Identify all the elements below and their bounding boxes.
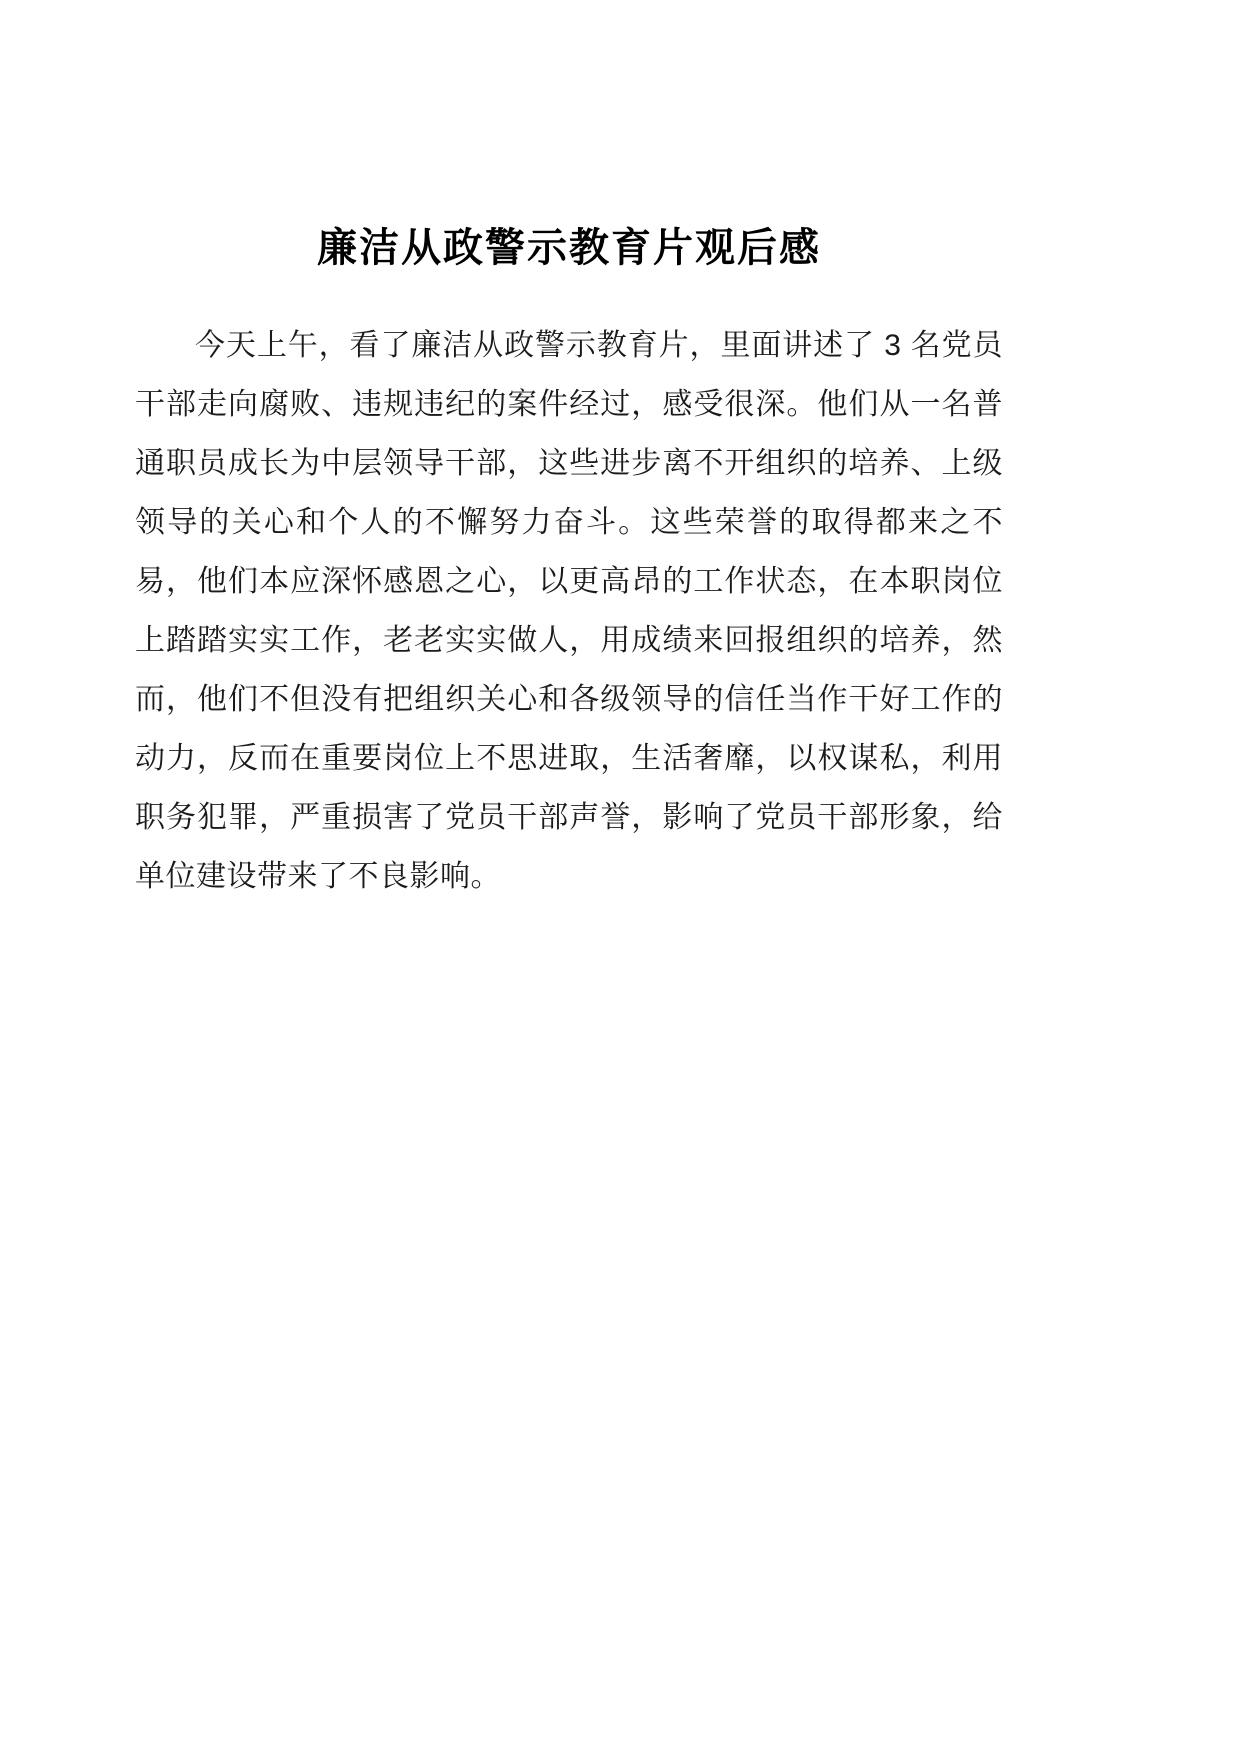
body-paragraph: 今天上午，看了廉洁从政警示教育片，里面讲述了 3 名党员干部走向腐败、违规违纪的案件经过，感受很深。他们从一名普通职员成长为中层领导干部，这些进步离不开组织的培养、上级领导的关心和个人的不懈努力奋斗。这些荣誉的取得都来之不易，他们本应深怀感恩之心，以更高昂的工作状态，在本职岗位上踏踏实实工作，老老实实做人，用成绩来回报组织的培养，然而，他们不但没有把组织关心和各级领导的信任当作干好工作的动力，反而在重要岗位上不思进取，生活奢靡，以权谋私，利用职务犯罪，严重损害了党员干部声誉，影响了党员干部形象，给单位建设带来了不良影响。 [135,329,1003,893]
document-title: 廉洁从政警示教育片观后感 [317,226,821,270]
document-content [135,222,1003,906]
